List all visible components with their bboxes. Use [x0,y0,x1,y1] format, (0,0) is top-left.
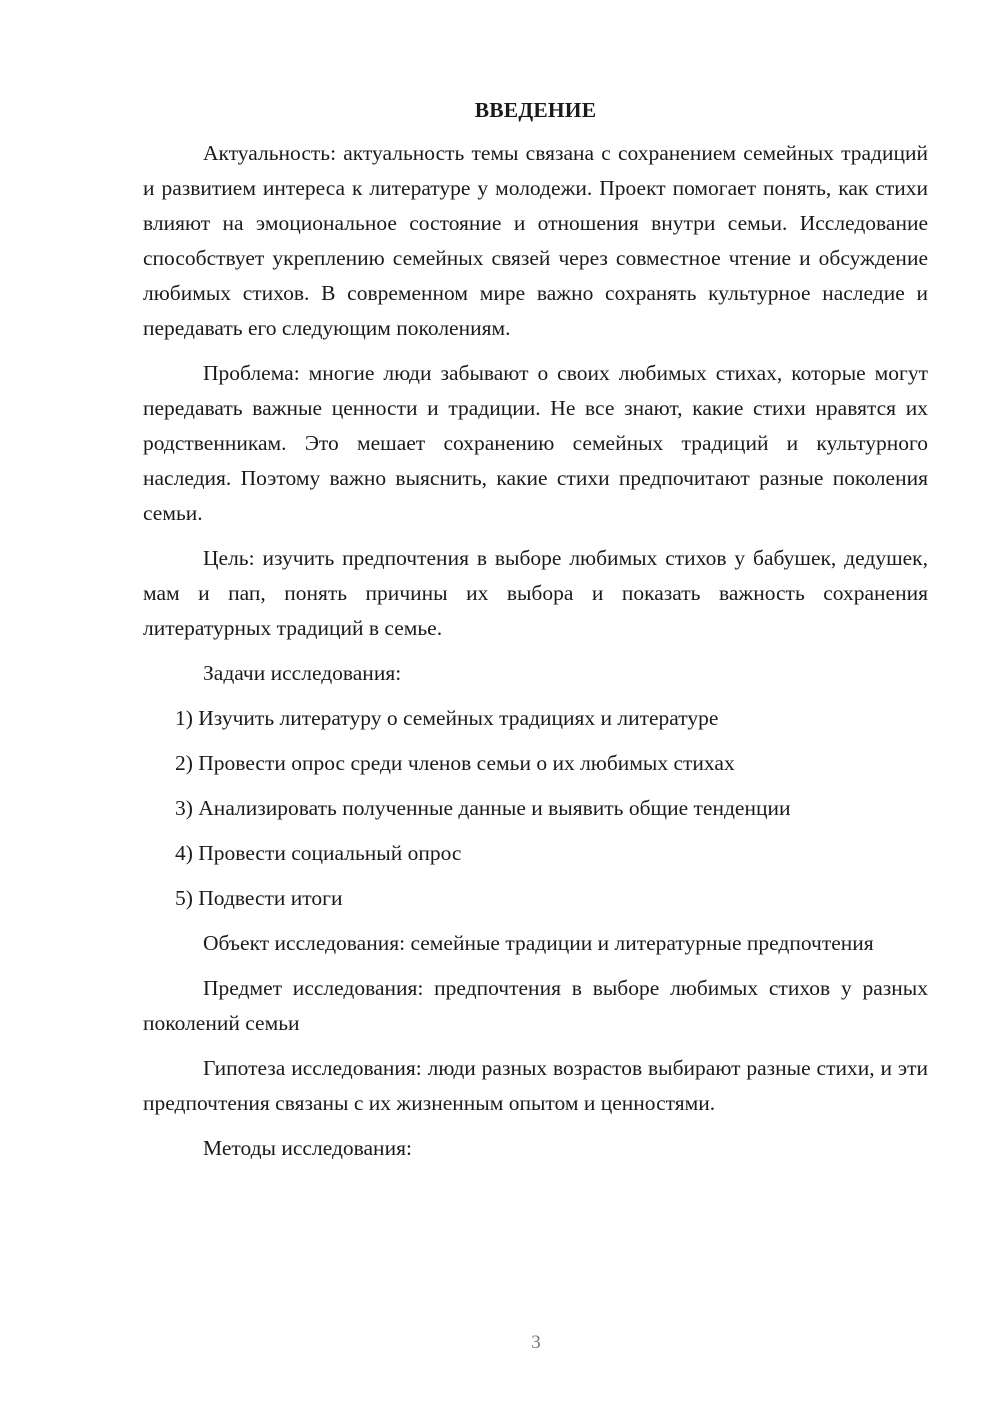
problem-paragraph: Проблема: многие люди забывают о своих любимых стихах, которые могут передавать важные ценности и традиции. Не все знают, какие стихи нравятся их родственникам. Это мешает сохранению семейных традиций и культурного наследия. Поэтому важно выяснить, какие стихи предпочитают разные поколения семьи. [143,361,928,525]
task-item: 3) Анализировать полученные данные и выявить общие тенденции [175,796,791,820]
hypothesis-paragraph: Гипотеза исследования: люди разных возрастов выбирают разные стихи, и эти предпочтения связаны с их жизненным опытом и ценностями. [143,1056,928,1115]
task-item: 5) Подвести итоги [175,886,343,910]
task-item: 1) Изучить литературу о семейных традициях и литературе [175,706,719,730]
relevance-paragraph: Актуальность: актуальность темы связана с сохранением семейных традиций и развитием интереса к литературе у молодежи. Проект помогает понять, как стихи влияют на эмоциональное состояние и отношения внутри семьи. Исследование способствует укреплению семейных связей через совместное чтение и обсуждение любимых стихов. В современном мире важно сохранять культурное наследие и передавать его следующим поколениям. [143,141,928,340]
section-heading: ВВЕДЕНИЕ [474,98,597,122]
object-paragraph: Объект исследования: семейные традиции и литературные предпочтения [203,931,874,955]
page-number: 3 [531,1332,541,1353]
tasks-list [143,701,928,916]
page-content [143,93,928,1176]
methods-title: Методы исследования: [203,1136,412,1160]
tasks-title: Задачи исследования: [203,661,402,685]
task-item: 2) Провести опрос среди членов семьи о их любимых стихах [175,751,735,775]
goal-paragraph: Цель: изучить предпочтения в выборе любимых стихов у бабушек, дедушек, мам и пап, понять причины их выбора и показать важность сохранения литературных традиций в семье. [143,546,928,640]
task-item: 4) Провести социальный опрос [175,841,462,865]
subject-paragraph: Предмет исследования: предпочтения в выборе любимых стихов у разных поколений семьи [143,976,928,1035]
